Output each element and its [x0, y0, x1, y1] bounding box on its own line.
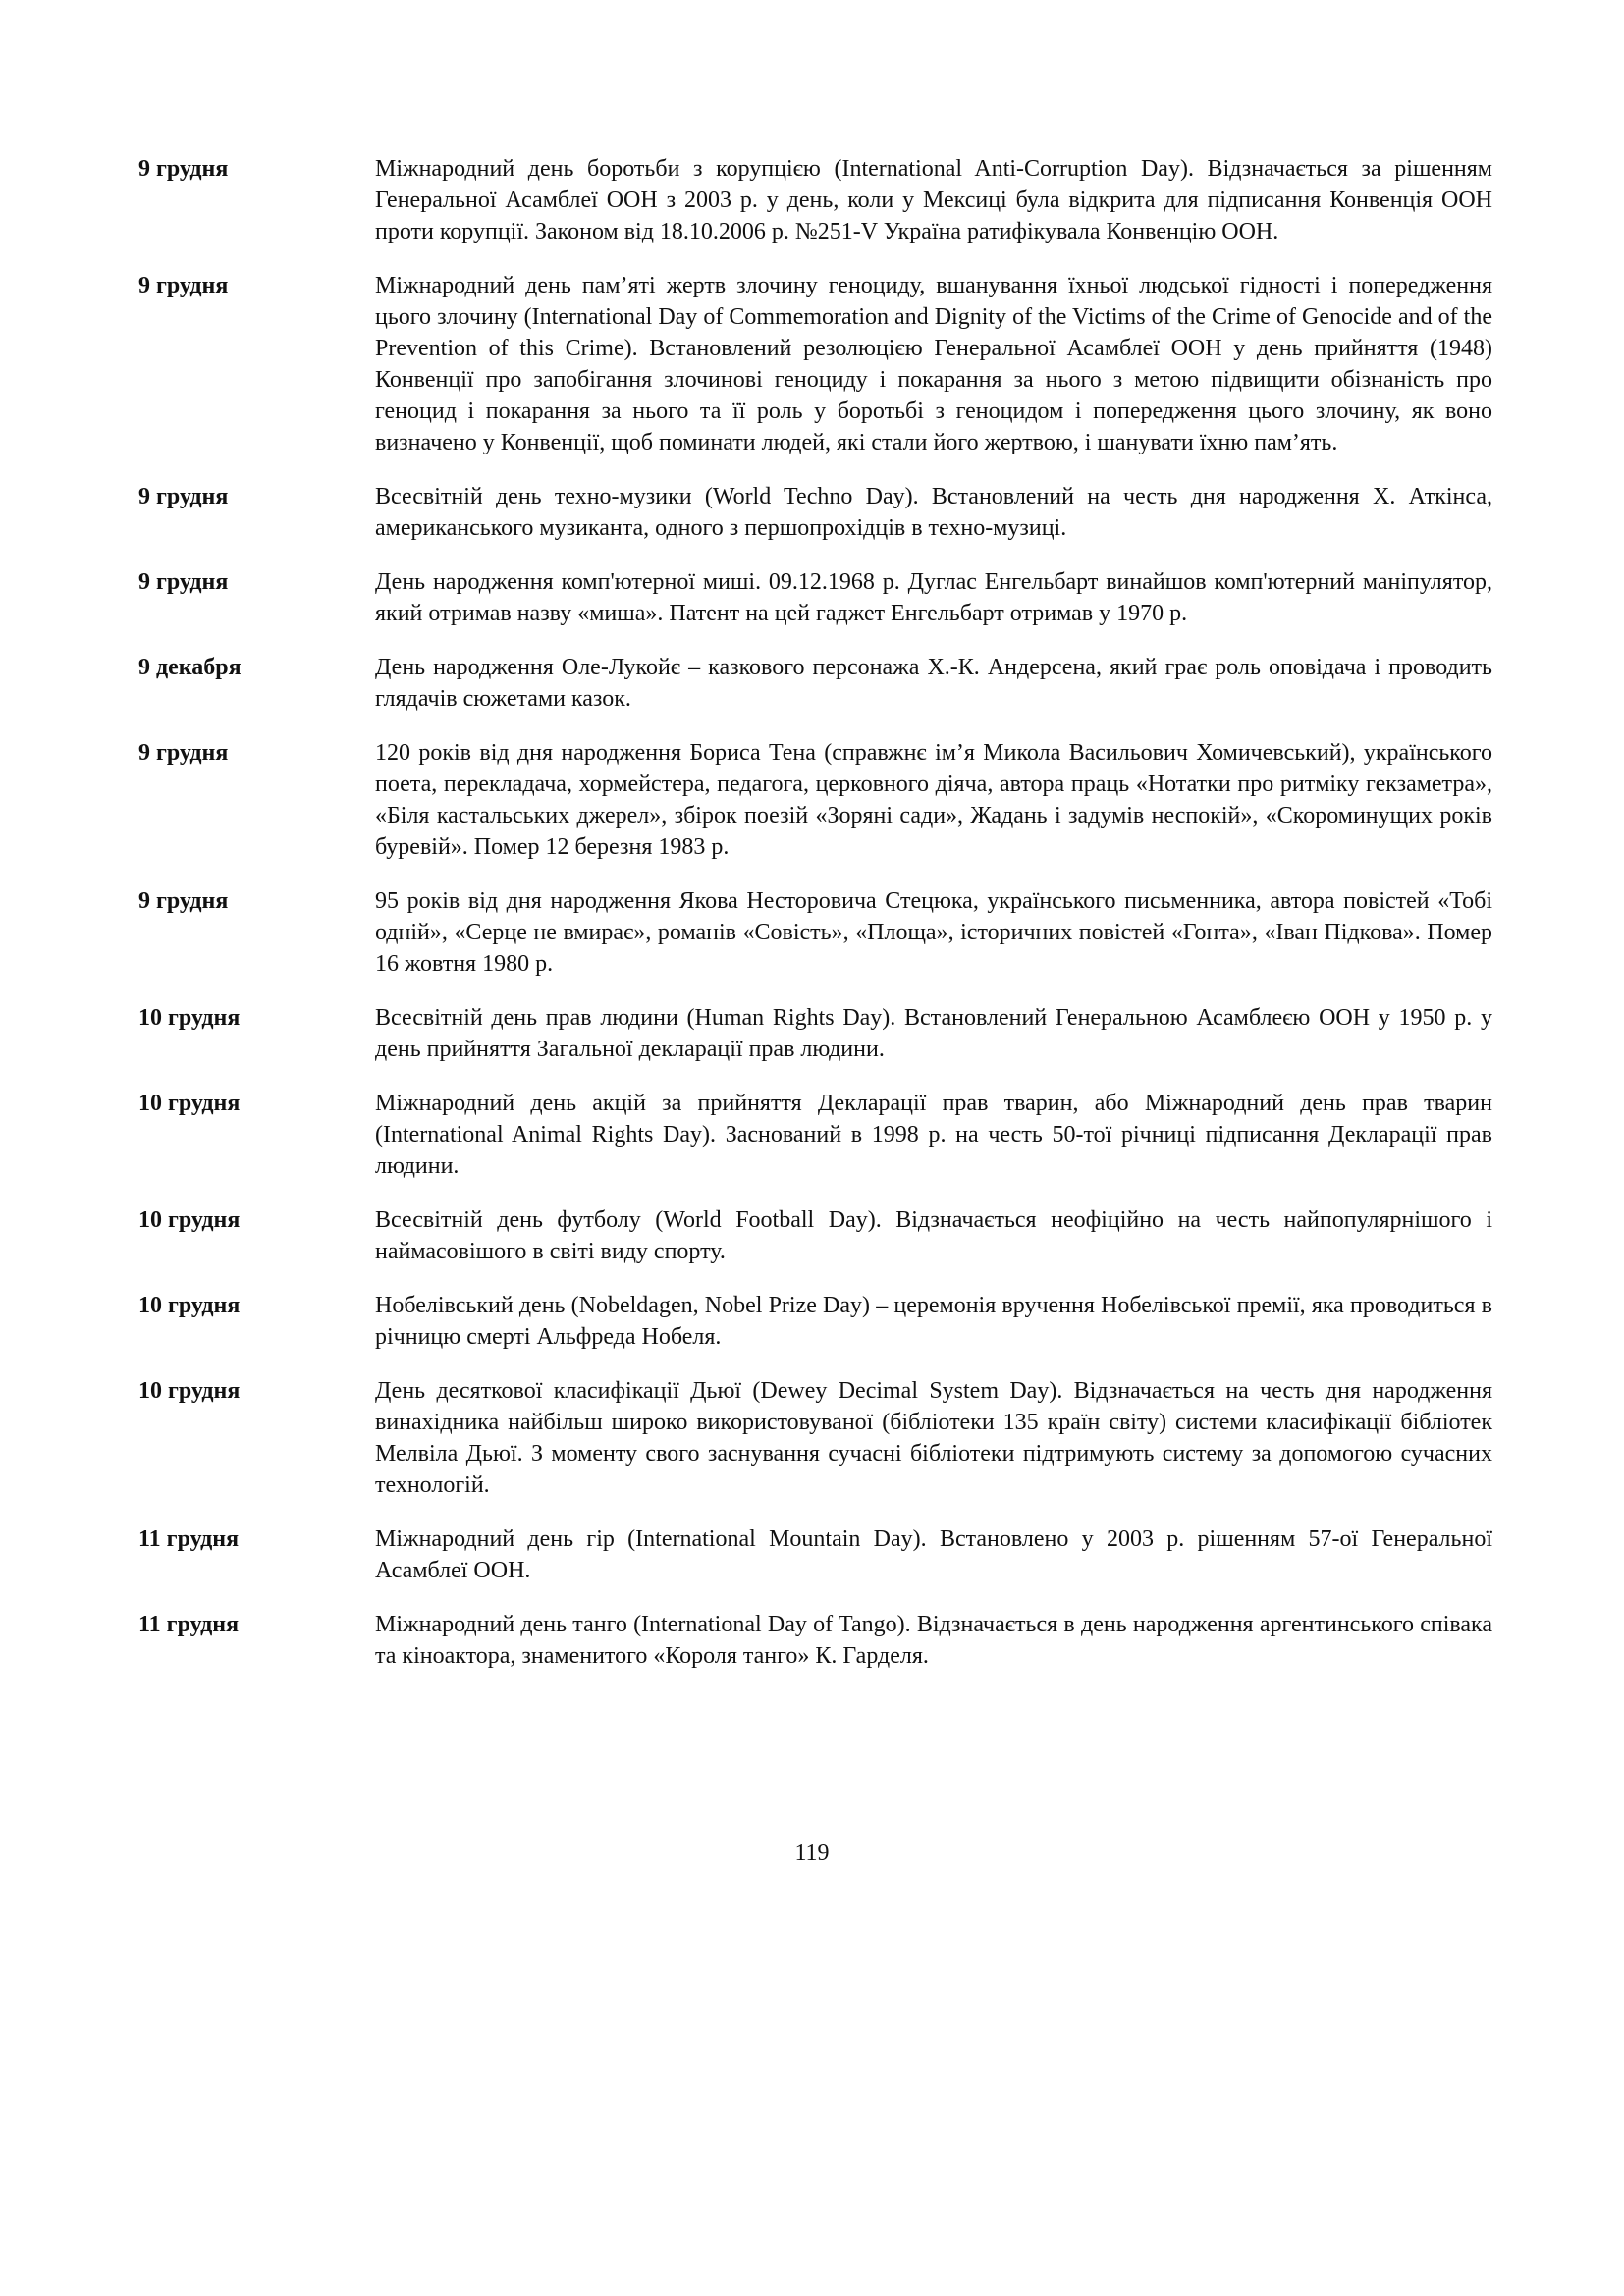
calendar-entry: [138, 1204, 1492, 1267]
calendar-entry: [138, 1088, 1492, 1182]
calendar-entry: [138, 1002, 1492, 1065]
page-number: 119: [794, 1841, 830, 1866]
entry-description: День десяткової класифікації Дьюї (Dewey Decimal System Day). Відзначається на честь дня народження винахідника найбільш широко використовуваної (бібліотеки 135 країн світу) системи класифікації бібліотек Мелвіла Дьюї. З моменту свого заснування сучасні бібліотеки підтримують систему за допомогою сучасних технологій.: [375, 1378, 1492, 1498]
calendar-entry: [138, 153, 1492, 247]
entry-date: 10 грудня: [138, 1207, 241, 1233]
calendar-entries-list: [138, 153, 1492, 1694]
entry-date: 11 грудня: [138, 1526, 240, 1552]
entry-date: 9 грудня: [138, 888, 229, 914]
entry-description: Всесвітній день прав людини (Human Rights Day). Встановлений Генеральною Асамблеєю ООН у 1950 р. у день прийняття Загальної декларації прав людини.: [375, 1005, 1492, 1062]
calendar-entry: [138, 1609, 1492, 1672]
calendar-entry: [138, 1290, 1492, 1353]
calendar-entry: [138, 885, 1492, 980]
entry-date: 11 грудня: [138, 1612, 240, 1637]
entry-description: Міжнародний день боротьби з корупцією (International Anti-Corruption Day). Відзначається за рішенням Генеральної Асамблеї ООН з 2003 р. у день, коли у Мексиці була відкрита для підписання Конвенція ООН проти корупції. Законом від 18.10.2006 р. №251-V Україна ратифікувала Конвенцію ООН.: [375, 156, 1492, 244]
entry-description: 95 років від дня народження Якова Несторовича Стецюка, українського письменника, автора повістей «Тобі одній», «Серце не вмирає», романів «Совість», «Площа», історичних повістей «Гонта», «Іван Підкова». Помер 16 жовтня 1980 р.: [375, 888, 1492, 977]
entry-date: 10 грудня: [138, 1005, 241, 1031]
calendar-entry: [138, 652, 1492, 715]
entry-date: 9 грудня: [138, 569, 229, 595]
entry-date: 10 грудня: [138, 1378, 241, 1404]
entry-description: Міжнародний день акцій за прийняття Декларації прав тварин, або Міжнародний день прав тварин (International Animal Rights Day). Заснований в 1998 р. на честь 50-тої річниці підписання Декларації прав людини.: [375, 1091, 1492, 1179]
calendar-entry: [138, 1523, 1492, 1586]
calendar-entry: [138, 566, 1492, 629]
calendar-entry: [138, 737, 1492, 863]
entry-date: 9 грудня: [138, 484, 229, 509]
calendar-entry: [138, 481, 1492, 544]
entry-description: Всесвітній день техно-музики (World Techno Day). Встановлений на честь дня народження Х. Аткінса, американського музиканта, одного з першопрохідців в техно-музиці.: [375, 484, 1492, 541]
entry-description: Міжнародний день пам’яті жертв злочину геноциду, вшанування їхньої людської гідності і попередження цього злочину (International Day of Commemoration and Dignity of the Victims of the Crime of Genocide and of the Prevention of this Crime). Встановлений резолюцією Генеральної Асамблеї ООН у день прийняття (1948) Конвенції про запобігання злочинові геноциду і покарання за нього з метою підвищити обізнаність про геноцид і покарання за нього та її роль у боротьбі з геноцидом і попередження цього злочину, як воно визначено у Конвенції, щоб поминати людей, які стали його жертвою, і шанувати їхню пам’ять.: [375, 273, 1492, 455]
calendar-entry: [138, 1375, 1492, 1501]
entry-date: 9 грудня: [138, 156, 229, 182]
entry-date: 9 грудня: [138, 740, 229, 766]
entry-date: 10 грудня: [138, 1293, 241, 1318]
entry-description: Міжнародний день танго (International Day of Tango). Відзначається в день народження аргентинського співака та кіноактора, знаменитого «Короля танго» К. Гарделя.: [375, 1612, 1492, 1669]
entry-description: Міжнародний день гір (International Mountain Day). Встановлено у 2003 р. рішенням 57-ої Генеральної Асамблеї ООН.: [375, 1526, 1492, 1583]
entry-description: 120 років від дня народження Бориса Тена (справжнє ім’я Микола Васильович Хомичевський), українського поета, перекладача, хормейстера, педагога, церковного діяча, автора праць «Нотатки про ритміку гекзаметра», «Біля кастальських джерел», збірок поезій «Зоряні сади», Жадань і задумів неспокій», «Скороминущих років буревій». Помер 12 березня 1983 р.: [375, 740, 1492, 860]
entry-date: 9 декабря: [138, 655, 242, 680]
entry-description: Нобелівський день (Nobeldagen, Nobel Prize Day) – церемонія вручення Нобелівської премії, яка проводиться в річницю смерті Альфреда Нобеля.: [375, 1293, 1492, 1350]
entry-description: День народження комп'ютерної миші. 09.12.1968 р. Дуглас Енгельбарт винайшов комп'ютерний маніпулятор, який отримав назву «миша». Патент на цей гаджет Енгельбарт отримав у 1970 р.: [375, 569, 1492, 626]
calendar-entry: [138, 270, 1492, 458]
entry-date: 10 грудня: [138, 1091, 241, 1116]
entry-description: Всесвітній день футболу (World Football Day). Відзначається неофіційно на честь найпопулярнішого і наймасовішого в світі виду спорту.: [375, 1207, 1492, 1264]
entry-description: День народження Оле-Лукойє – казкового персонажа Х.-К. Андерсена, який грає роль оповідача і проводить глядачів сюжетами казок.: [375, 655, 1492, 712]
entry-date: 9 грудня: [138, 273, 229, 298]
